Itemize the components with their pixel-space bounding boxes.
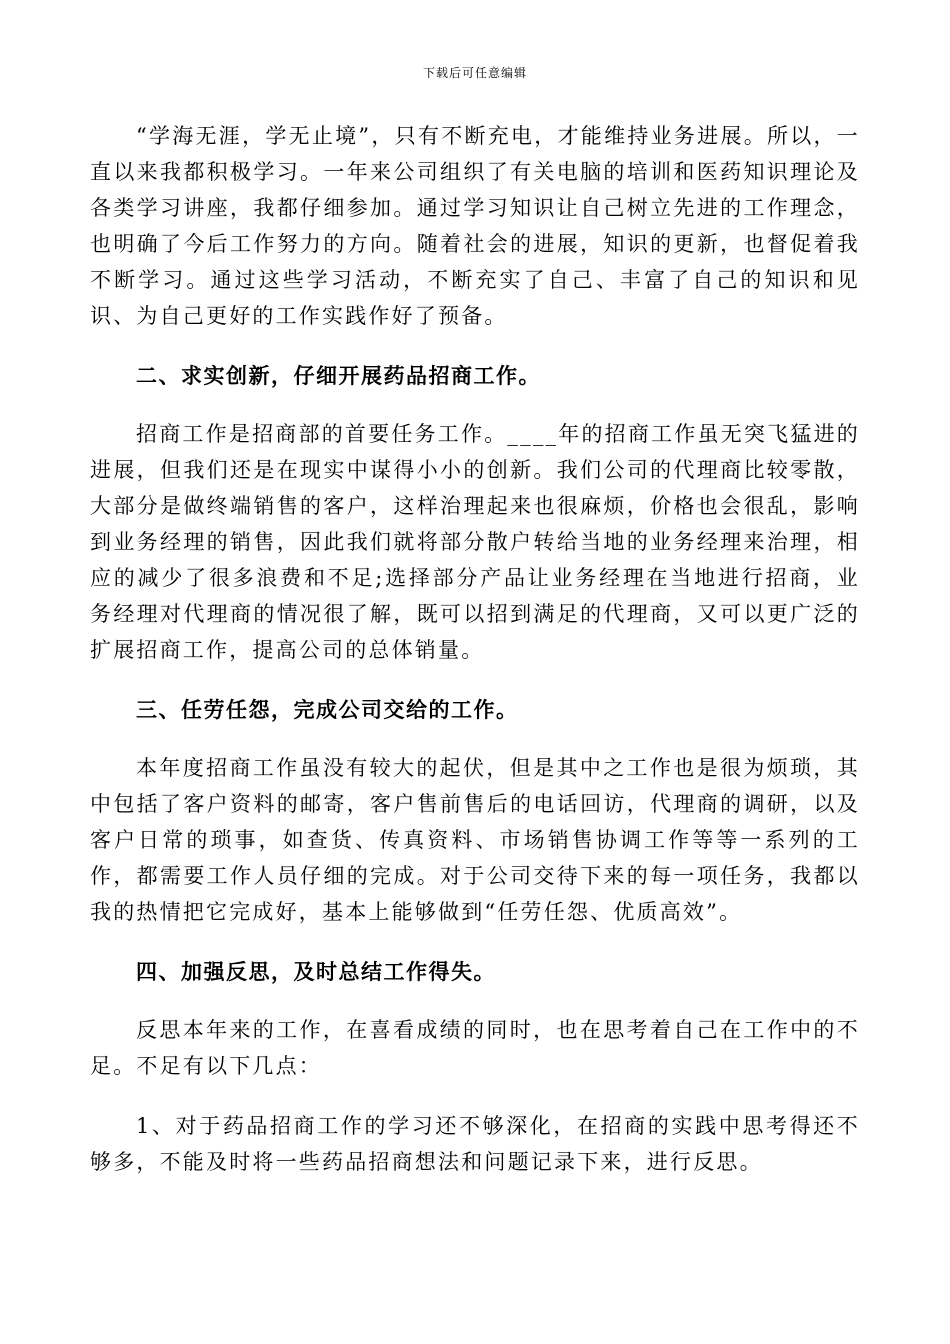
paragraph-study: “学海无涯，学无止境”，只有不断充电，才能维持业务进展。所以，一直以来我都积极学习。一年来公司组织了有关电脑的培训和医药知识理论及各类学习讲座，我都仔细参加。通过学习知识让自己树立先进的工作理念，也明确了今后工作努力的方向。随着社会的进展，知识的更新，也督促着我不断学习。通过这些学习活动，不断充实了自己、丰富了自己的知识和见识、为自己更好的工作实践作好了预备。 — [90, 124, 860, 328]
section-heading-4: 四、加强反思，及时总结工作得失。 — [136, 959, 496, 984]
list-item-1: 1、对于药品招商工作的学习还不够深化，在招商的实践中思考得还不够多，不能及时将一些药品招商想法和问题记录下来，进行反思。 — [90, 1114, 860, 1174]
paragraph-reflection: 反思本年来的工作，在喜看成绩的同时，也在思考着自己在工作中的不足。不足有以下几点： — [90, 1018, 860, 1078]
paragraph-investment: 招商工作是招商部的首要任务工作。____年的招商工作虽无突飞猛进的进展，但我们还是在现实中谋得小小的创新。我们公司的代理商比较零散，大部分是做终端销售的客户，这样治理起来也很麻烦，价格也会很乱，影响到业务经理的销售，因此我们就将部分散户转给当地的业务经理来治理，相应的减少了很多浪费和不足;选择部分产品让业务经理在当地进行招商，业务经理对代理商的情况很了解，既可以招到满足的代理商，又可以更广泛的扩展招商工作，提高公司的总体销量。 — [90, 422, 860, 662]
section-heading-3: 三、任劳任怨，完成公司交给的工作。 — [136, 697, 519, 722]
section-heading-2: 二、求实创新，仔细开展药品招商工作。 — [136, 363, 541, 388]
header-note: 下载后可任意编辑 — [422, 66, 527, 80]
paragraph-tasks: 本年度招商工作虽没有较大的起伏，但是其中之工作也是很为烦琐，其中包括了客户资料的邮寄，客户售前售后的电话回访，代理商的调研，以及客户日常的琐事，如查货、传真资料、市场销售协调工作等等一系列的工作，都需要工作人员仔细的完成。对于公司交待下来的每一项任务，我都以我的热情把它完成好，基本上能够做到“任劳任怨、优质高效”。 — [90, 756, 860, 924]
document-body — [90, 118, 860, 1180]
